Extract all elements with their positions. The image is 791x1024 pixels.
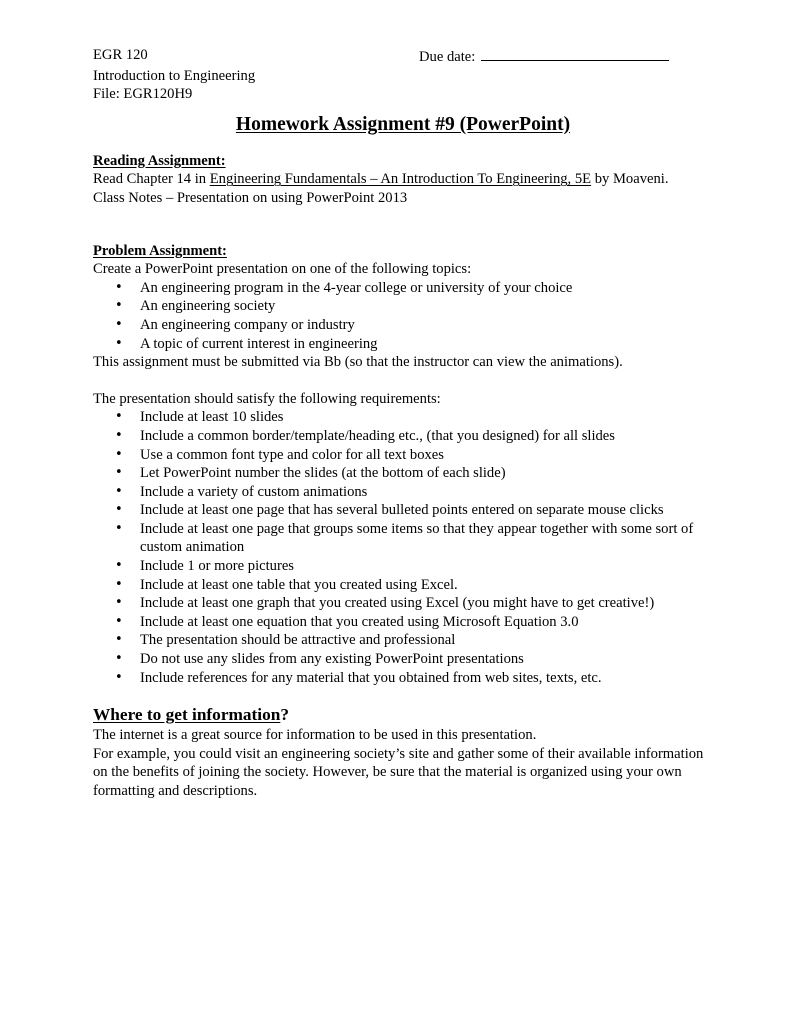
- book-title: Engineering Fundamentals – An Introduction To Engineering, 5E: [209, 171, 592, 188]
- submit-note: This assignment must be submitted via Bb (so that the instructor can view the animations).: [93, 354, 623, 371]
- due-date-label: Due date:: [419, 49, 476, 65]
- list-item: • Let PowerPoint number the slides (at the bottom of each slide): [93, 464, 713, 483]
- list-item: • An engineering society: [93, 297, 713, 316]
- list-item: • Include at least 10 slides: [93, 408, 713, 427]
- due-date: [419, 46, 669, 67]
- page-title-text: Homework Assignment #9 (PowerPoint): [235, 113, 571, 135]
- list-item: • Include a common border/template/heading etc., (that you designed) for all slides: [93, 427, 713, 446]
- list-item: • Include at least one page that groups some items so that they appear together with some sort of custom animation: [93, 520, 713, 557]
- list-item: • Include at least one equation that you created using Microsoft Equation 3.0: [93, 613, 713, 632]
- problem-intro: Create a PowerPoint presentation on one of the following topics:: [93, 261, 472, 278]
- requirements-intro: The presentation should satisfy the following requirements:: [93, 390, 441, 407]
- where-paragraph: For example, you could visit an engineering society’s site and gather some of their available information on the benefits of joining the society. However, be sure that the material is organized using your own formatting and descriptions.: [93, 745, 704, 799]
- list-item: • Include at least one page that has several bulleted points entered on separate mouse clicks: [93, 501, 713, 520]
- reading-pre: Read Chapter 14 in: [93, 171, 210, 188]
- requirements-list: [93, 408, 713, 687]
- list-item: • Include a variety of custom animations: [93, 483, 713, 502]
- reading-heading: Reading Assignment:: [93, 152, 226, 169]
- list-item: • Include 1 or more pictures: [93, 557, 713, 576]
- page-title: [93, 113, 713, 137]
- due-date-blank: [481, 46, 669, 61]
- header-row: [93, 46, 713, 67]
- reading-post: by Moaveni.: [591, 171, 669, 188]
- reading-line-1: [93, 170, 713, 189]
- spacer: [93, 372, 713, 390]
- list-item: • An engineering program in the 4-year college or university of your choice: [93, 279, 713, 298]
- problem-heading: Problem Assignment:: [93, 242, 227, 259]
- file-name: File: EGR120H9: [93, 86, 193, 103]
- course-name: Introduction to Engineering: [93, 67, 256, 84]
- list-item: • The presentation should be attractive and professional: [93, 631, 713, 650]
- reading-line-2: Class Notes – Presentation on using PowerPoint 2013: [93, 189, 408, 206]
- topic-list: [93, 279, 713, 353]
- list-item: • Include at least one graph that you created using Excel (you might have to get creative!): [93, 594, 713, 613]
- where-heading-text: Where to get information: [93, 705, 281, 725]
- list-item: • A topic of current interest in engineering: [93, 335, 713, 354]
- list-item: • Include references for any material that you obtained from web sites, texts, etc.: [93, 669, 713, 688]
- course-code: EGR 120: [93, 47, 148, 63]
- list-item: • An engineering company or industry: [93, 316, 713, 335]
- where-heading-suffix: ?: [280, 705, 289, 725]
- spacer: [93, 208, 713, 242]
- list-item: • Use a common font type and color for all text boxes: [93, 446, 713, 465]
- document-page: [93, 46, 713, 801]
- list-item: • Include at least one table that you created using Excel.: [93, 576, 713, 595]
- where-line-1: The internet is a great source for information to be used in this presentation.: [93, 727, 537, 744]
- where-heading: [93, 704, 713, 726]
- list-item: • Do not use any slides from any existing PowerPoint presentations: [93, 650, 713, 669]
